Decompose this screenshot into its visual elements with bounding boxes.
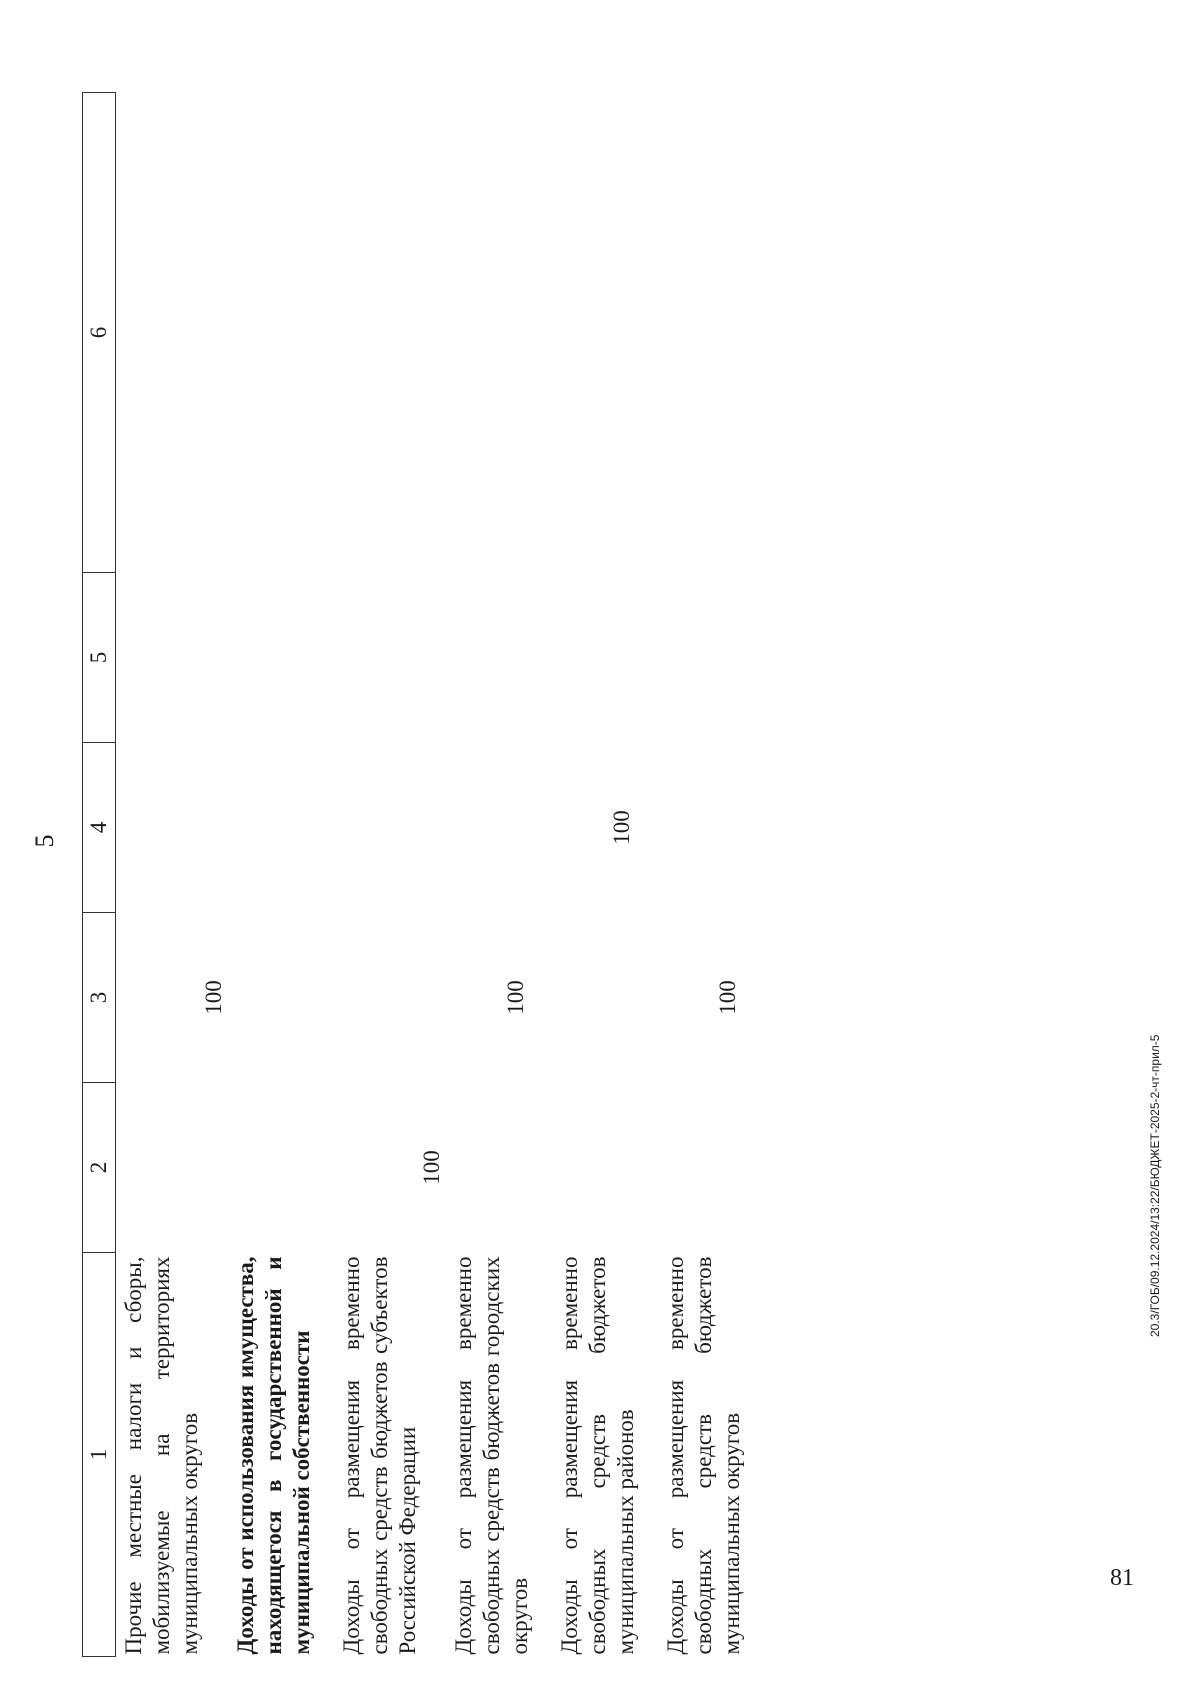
value-cell [334, 573, 446, 743]
table-row [334, 93, 446, 1657]
value-cell [228, 573, 334, 743]
value-cell [658, 573, 764, 743]
table-row [446, 93, 552, 1657]
row-name: Доходы от размещения временно свободных средств бюджетов муниципальных округов [663, 1256, 744, 1655]
column-header-4: 4 [83, 743, 116, 913]
row-name: Доходы от использования имущества, находящегося в государственной и муниципальной собственности [233, 1256, 314, 1655]
value-cell [228, 93, 334, 573]
table-row [228, 93, 334, 1657]
row-name: Доходы от размещения временно свободных средств бюджетов муниципальных районов [557, 1256, 638, 1655]
column-header-1: 1 [83, 1253, 116, 1657]
value-cell: 100 [201, 980, 226, 1015]
table-row [552, 93, 658, 1657]
document-code: 20.3/ГОБ/09.12.2024/13:22/БЮДЖЕТ-2025-2-чт-прил-5 [1148, 1034, 1162, 1337]
value-cell [228, 913, 334, 1083]
table-header-row [83, 93, 116, 1657]
value-cell [228, 743, 334, 913]
value-cell [116, 743, 229, 913]
column-header-2: 2 [83, 1083, 116, 1253]
value-cell [446, 1083, 552, 1253]
page-number-top: 5 [30, 834, 59, 848]
value-cell: 100 [609, 810, 634, 845]
value-cell [552, 1083, 658, 1253]
row-name: Доходы от размещения временно свободных средств бюджетов субъектов Российской Федерации [339, 1256, 420, 1655]
sheet-number: 81 [1110, 1565, 1134, 1591]
value-cell [446, 93, 552, 573]
value-cell [658, 93, 764, 573]
column-header-5: 5 [83, 573, 116, 743]
row-name: Доходы от размещения временно свободных средств бюджетов городских округов [451, 1256, 532, 1655]
value-cell [116, 1083, 229, 1253]
value-cell [116, 93, 229, 573]
value-cell: 100 [715, 980, 740, 1015]
value-cell [658, 1083, 764, 1253]
value-cell: 100 [419, 1150, 444, 1185]
value-cell [552, 93, 658, 573]
column-header-3: 3 [83, 913, 116, 1083]
column-header-6: 6 [83, 93, 116, 573]
value-cell [116, 573, 229, 743]
value-cell [228, 1083, 334, 1253]
value-cell [334, 743, 446, 913]
value-cell [446, 743, 552, 913]
table-row [116, 93, 229, 1657]
value-cell [552, 913, 658, 1083]
revenue-distribution-table [82, 92, 764, 1657]
value-cell [334, 913, 446, 1083]
value-cell [658, 743, 764, 913]
value-cell [552, 573, 658, 743]
value-cell: 100 [503, 980, 528, 1015]
value-cell [446, 573, 552, 743]
table-row [658, 93, 764, 1657]
row-name: Прочие местные налоги и сборы, мобилизуемые на территориях муниципальных округов [121, 1256, 202, 1655]
value-cell [334, 93, 446, 573]
